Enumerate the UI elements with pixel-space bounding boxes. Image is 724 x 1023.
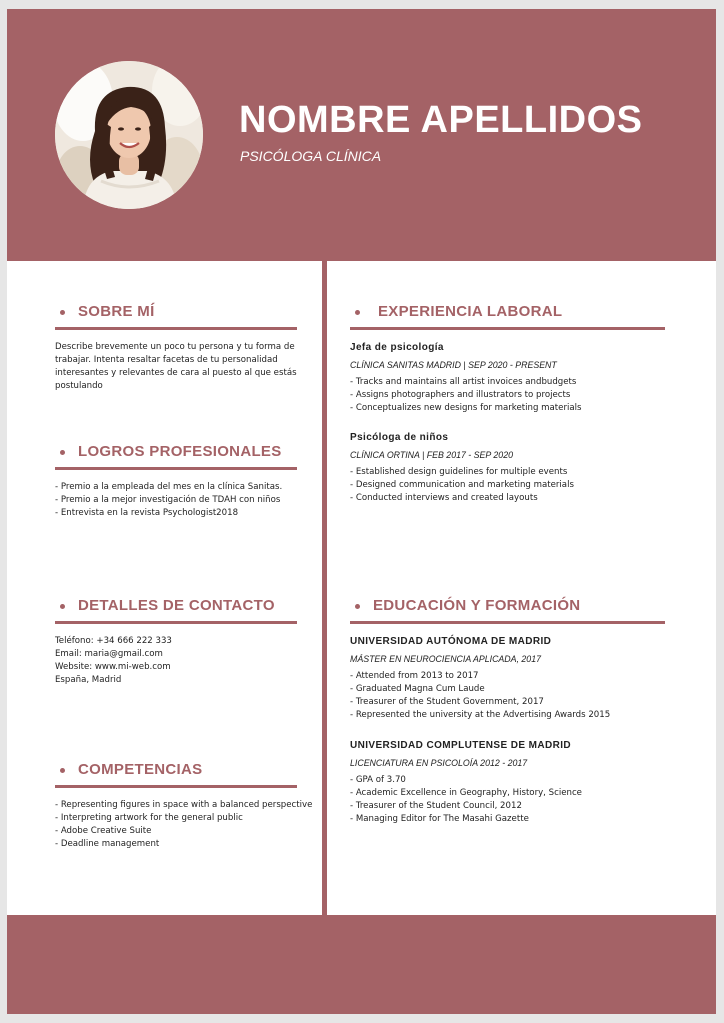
job-duties xyxy=(350,466,665,505)
section-title: SOBRE MÍ xyxy=(78,303,155,320)
list-item: - Entrevista en la revista Psychologist2018 xyxy=(55,508,239,518)
education-details xyxy=(350,670,665,722)
list-item: - Graduated Magna Cum Laude xyxy=(350,684,485,694)
list-item: - Tracks and maintains all artist invoices andbudgets xyxy=(350,377,577,387)
job-entry xyxy=(350,342,665,415)
job-title: Jefa de psicología xyxy=(350,342,444,353)
bullet-dot-icon xyxy=(60,768,65,773)
section-rule xyxy=(55,785,297,788)
section-achievements xyxy=(55,443,297,520)
skills-list xyxy=(55,799,313,851)
portrait-illustration xyxy=(55,61,203,209)
section-rule xyxy=(350,327,665,330)
section-title: EXPERIENCIA LABORAL xyxy=(378,303,563,320)
resume-page xyxy=(7,9,716,1014)
section-skills xyxy=(55,761,313,851)
education-details xyxy=(350,774,665,826)
section-header xyxy=(55,597,297,615)
contact-list xyxy=(55,635,297,687)
section-header xyxy=(350,597,665,615)
education-degree: LICENCIATURA EN PSICOLOÍA 2012 - 2017 xyxy=(350,758,528,768)
section-header xyxy=(350,303,665,321)
list-item: - Represented the university at the Advertising Awards 2015 xyxy=(350,710,611,720)
section-rule xyxy=(350,621,665,624)
about-text: Describe brevemente un poco tu persona y tu forma de trabajar. Intenta resaltar facetas de tu personalidad interesantes y relevantes de cara al puesto al que estás postulando xyxy=(55,342,297,391)
job-subtitle: CLÍNICA SANITAS MADRID | SEP 2020 - PRESENT xyxy=(350,360,557,370)
list-item: - Managing Editor for The Masahi Gazette xyxy=(350,814,529,824)
achievements-list xyxy=(55,481,297,520)
section-header xyxy=(55,443,297,461)
section-contact xyxy=(55,597,297,687)
list-item: - Premio a la mejor investigación de TDAH con niños xyxy=(55,495,281,505)
contact-website: Website: www.mi-web.com xyxy=(55,662,171,672)
section-header xyxy=(55,761,297,779)
list-item: - Academic Excellence in Geography, History, Science xyxy=(350,788,582,798)
job-entry xyxy=(350,432,665,505)
education-institution: UNIVERSIDAD AUTÓNOMA DE MADRID xyxy=(350,636,552,647)
bullet-dot-icon xyxy=(60,604,65,609)
contact-email: Email: maria@gmail.com xyxy=(55,649,163,659)
section-rule xyxy=(55,327,297,330)
section-header xyxy=(55,303,297,321)
job-subtitle: CLÍNICA ORTINA | FEB 2017 - SEP 2020 xyxy=(350,450,513,460)
column-divider xyxy=(322,261,327,915)
education-entry xyxy=(350,740,665,826)
section-about xyxy=(55,303,297,393)
section-rule xyxy=(55,621,297,624)
list-item: - Established design guidelines for multiple events xyxy=(350,467,568,477)
bullet-dot-icon xyxy=(60,450,65,455)
profile-photo xyxy=(55,61,203,209)
section-rule xyxy=(55,467,297,470)
section-title: COMPETENCIAS xyxy=(78,761,203,778)
education-institution: UNIVERSIDAD COMPLUTENSE DE MADRID xyxy=(350,740,571,751)
footer-band xyxy=(7,915,716,1014)
contact-location: España, Madrid xyxy=(55,675,122,685)
list-item: - Representing figures in space with a balanced perspective xyxy=(55,800,313,810)
list-item: - Conducted interviews and created layouts xyxy=(350,493,538,503)
list-item: - Treasurer of the Student Council, 2012 xyxy=(350,801,522,811)
list-item: - Designed communication and marketing materials xyxy=(350,480,574,490)
section-title: EDUCACIÓN Y FORMACIÓN xyxy=(373,597,581,614)
job-title: Psicóloga de niños xyxy=(350,432,449,443)
education-degree: MÁSTER EN NEUROCIENCIA APLICADA, 2017 xyxy=(350,654,541,664)
header-band xyxy=(7,9,716,261)
list-item: - Adobe Creative Suite xyxy=(55,826,152,836)
list-item: - Interpreting artwork for the general public xyxy=(55,813,243,823)
list-item: - Attended from 2013 to 2017 xyxy=(350,671,479,681)
list-item: - Conceptualizes new designs for marketing materials xyxy=(350,403,582,413)
section-experience xyxy=(350,303,665,505)
section-education xyxy=(350,597,665,826)
bullet-dot-icon xyxy=(355,604,360,609)
list-item: - GPA of 3.70 xyxy=(350,775,406,785)
list-item: - Deadline management xyxy=(55,839,160,849)
education-entry xyxy=(350,636,665,722)
full-name: NOMBRE APELLIDOS xyxy=(239,99,643,141)
list-item: - Premio a la empleada del mes en la clínica Sanitas. xyxy=(55,482,283,492)
job-duties xyxy=(350,376,665,415)
bullet-dot-icon xyxy=(355,310,360,315)
section-title: LOGROS PROFESIONALES xyxy=(78,443,282,460)
list-item: - Treasurer of the Student Government, 2017 xyxy=(350,697,544,707)
job-role: PSICÓLOGA CLÍNICA xyxy=(240,148,382,164)
section-title: DETALLES DE CONTACTO xyxy=(78,597,275,614)
bullet-dot-icon xyxy=(60,310,65,315)
list-item: - Assigns photographers and illustrators to projects xyxy=(350,390,571,400)
contact-phone: Teléfono: +34 666 222 333 xyxy=(55,636,172,646)
